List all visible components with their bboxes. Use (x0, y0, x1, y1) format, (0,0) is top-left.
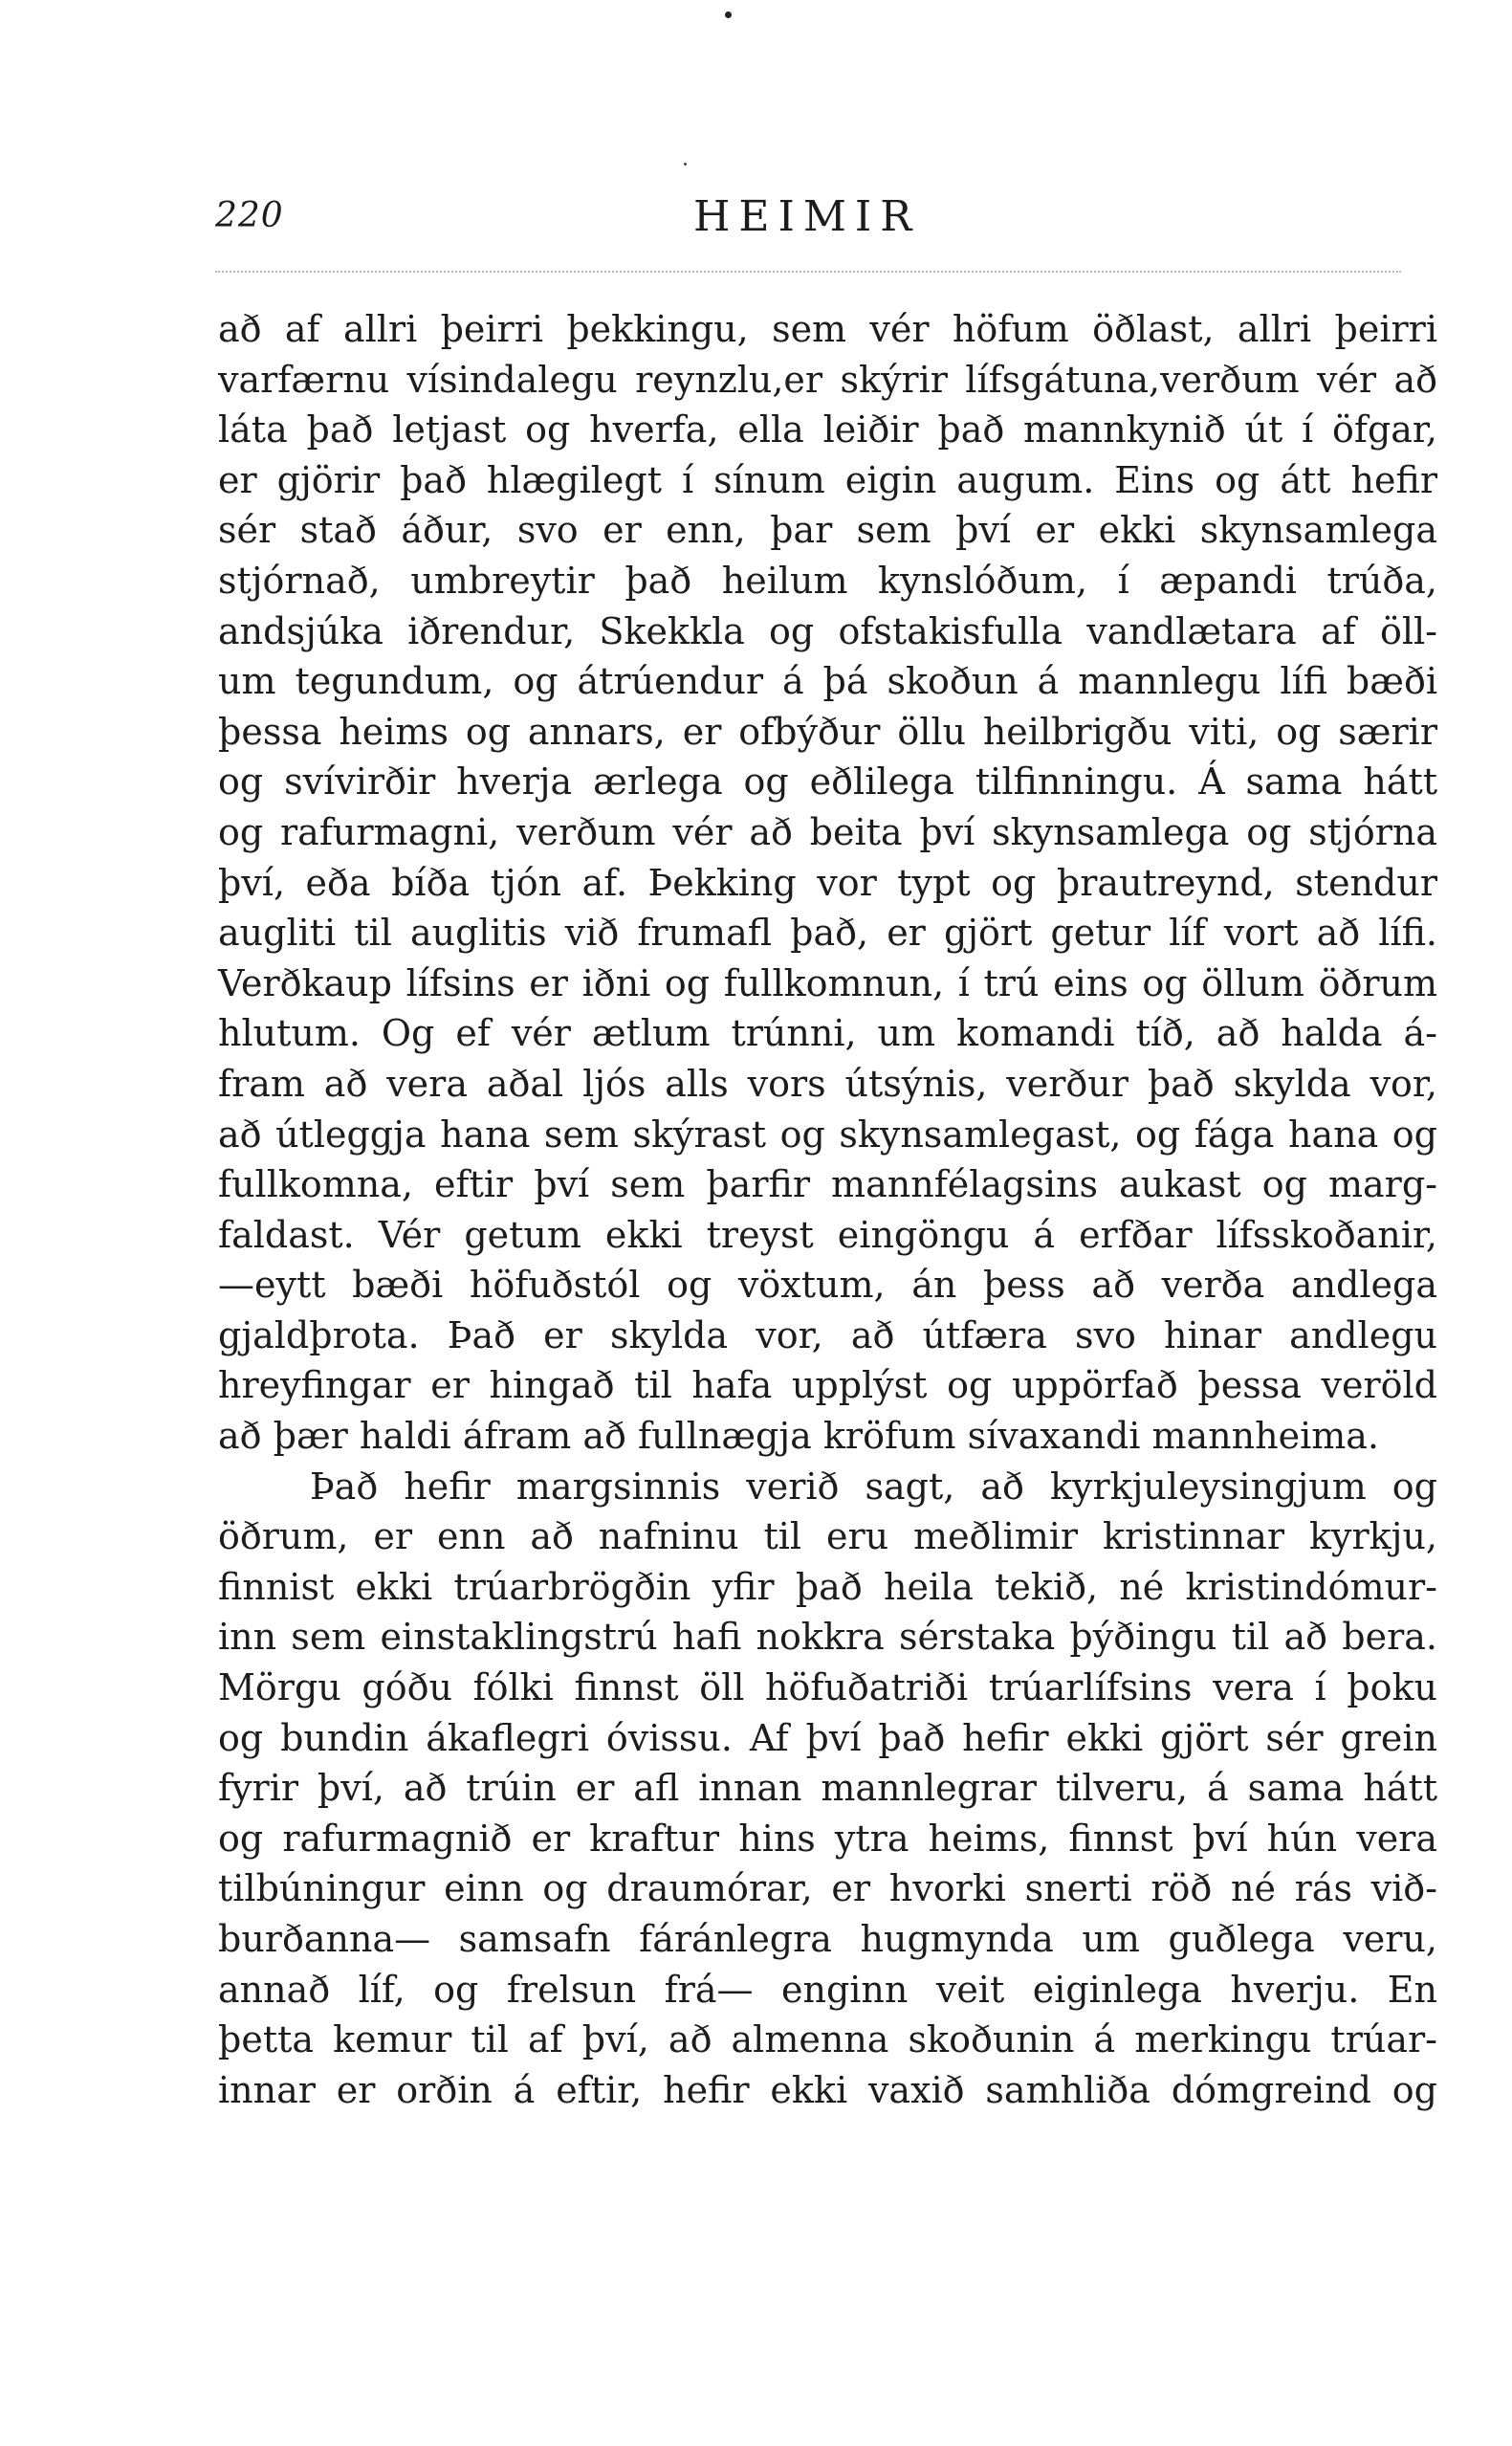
text-line: —eytt bæði höfuðstól og vöxtum, án þess að verða andlega (218, 1264, 1437, 1307)
text-line: gjaldþrota. Það er skylda vor, að útfæra svo hinar andlegu (218, 1313, 1437, 1356)
paragraph-last-line: að þær haldi áfram að fullnægja kröfum sívaxandi mannheima. (218, 1415, 1380, 1458)
page-header (215, 192, 1439, 253)
text-line: hreyfingar er hingað til hafa upplýst og uppörfað þessa veröld (218, 1364, 1437, 1407)
text-line: því, eða bíða tjón af. Þekking vor typt og þrautreynd, stendur (218, 861, 1437, 904)
text-line: tilbúningur einn og draumórar, er hvorki snerti röð né rás við- (218, 1867, 1437, 1910)
text-line: þetta kemur til af því, að almenna skoðunin á merkingu trúar- (218, 2018, 1437, 2061)
text-line: er gjörir það hlægilegt í sínum eigin augum. Eins og átt hefir (218, 458, 1437, 501)
ink-speck (725, 11, 732, 18)
text-line: fyrir því, að trúin er afl innan mannlegrar tilveru, á sama hátt (218, 1767, 1437, 1810)
text-line: Mörgu góðu fólki finnst öll höfuðatriði trúarlífsins vera í þoku (218, 1666, 1437, 1709)
text-line: burðanna— samsafn fáránlegra hugmynda um guðlega veru, (218, 1918, 1437, 1960)
page-number: 220 (215, 196, 284, 235)
text-line: fram að vera aðal ljós alls vors útsýnis, verður það skylda vor, (218, 1062, 1437, 1105)
text-line: að útleggja hana sem skýrast og skynsamlegast, og fága hana og (218, 1113, 1437, 1156)
text-line: andsjúka iðrendur, Skekkla og ofstakisfulla vandlætara af öll- (218, 609, 1437, 652)
text-line: þessa heims og annars, er ofbýður öllu heilbrigðu viti, og særir (218, 710, 1437, 753)
text-line: innar er orðin á eftir, hefir ekki vaxið samhliða dómgreind og (218, 2068, 1437, 2111)
text-line: og rafurmagnið er kraftur hins ytra heims, finnst því hún vera (218, 1817, 1437, 1860)
text-line: inn sem einstaklingstrú hafi nokkra sérstaka þýðingu til að bera. (218, 1616, 1437, 1659)
text-line: um tegundum, og átrúendur á þá skoðun á mannlegu lífi bæði (218, 660, 1437, 703)
text-line: Verðkaup lífsins er iðni og fullkomnun, í trú eins og öllum öðrum (218, 961, 1437, 1004)
text-line: varfærnu vísindalegu reynzlu,er skýrir lífsgátuna,verðum vér að (218, 358, 1437, 401)
text-line: stjórnað, umbreytir það heilum kynslóðum, í æpandi trúða, (218, 559, 1437, 602)
body-text (218, 304, 1437, 2115)
text-line: hlutum. Og ef vér ætlum trúnni, um komandi tíð, að halda á- (218, 1012, 1437, 1055)
header-rule (215, 271, 1401, 273)
text-line: annað líf, og frelsun frá— enginn veit eiginlega hverju. En (218, 1968, 1437, 2011)
text-line: fullkomna, eftir því sem þarfir mannfélagsins aukast og marg- (218, 1163, 1437, 1206)
text-line: faldast. Vér getum ekki treyst eingöngu á erfðar lífsskoðanir, (218, 1213, 1437, 1256)
running-title: HEIMIR (693, 192, 921, 241)
text-line: augliti til auglitis við frumafl það, er gjört getur líf vort að lífi. (218, 912, 1437, 955)
text-line: öðrum, er enn að nafninu til eru meðlimir kristinnar kyrkju, (218, 1515, 1437, 1558)
text-line: láta það letjast og hverfa, ella leiðir það mannkynið út í öfgar, (218, 408, 1437, 452)
paragraph-first-line: Það hefir margsinnis verið sagt, að kyrkjuleysingjum og (310, 1465, 1437, 1508)
text-line: og rafurmagni, verðum vér að beita því skynsamlega og stjórna (218, 810, 1437, 853)
text-line: og svívirðir hverja ærlega og eðlilega tilfinningu. Á sama hátt (218, 760, 1437, 804)
text-line: og bundin ákaflegri óvissu. Af því það hefir ekki gjört sér grein (218, 1716, 1437, 1759)
text-line: að af allri þeirri þekkingu, sem vér höfum öðlast, allri þeirri (218, 308, 1437, 350)
text-line: sér stað áður, svo er enn, þar sem því er ekki skynsamlega (218, 509, 1437, 552)
ink-speck (684, 163, 687, 165)
text-line: finnist ekki trúarbrögðin yfir það heila tekið, né kristindómur- (218, 1565, 1437, 1608)
